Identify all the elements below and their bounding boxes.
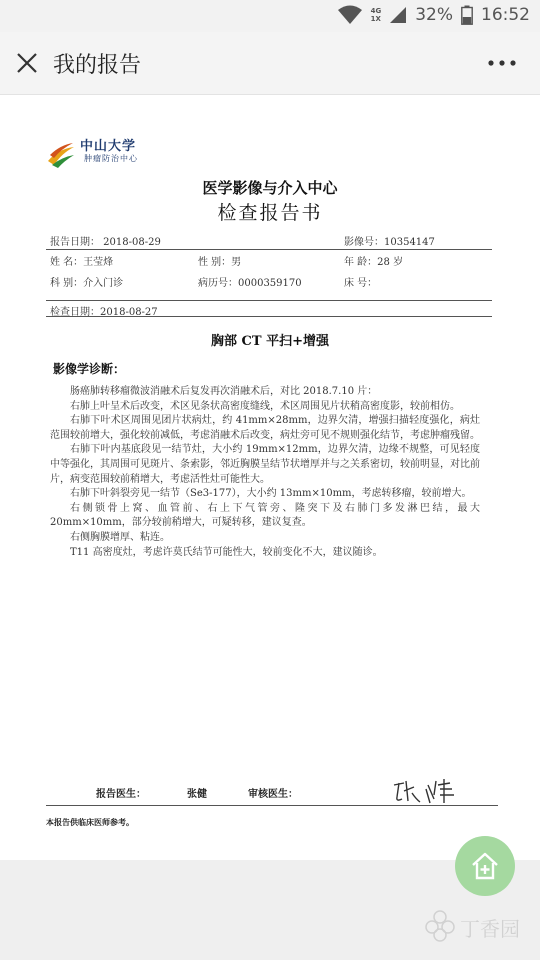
divider	[46, 249, 492, 250]
divider	[46, 300, 492, 301]
close-icon[interactable]	[12, 48, 42, 78]
wifi-icon	[337, 5, 363, 25]
signal-icon	[389, 6, 407, 24]
page-title: 我的报告	[53, 53, 142, 78]
signature	[390, 775, 460, 807]
logo-center: 肿瘤防治中心	[84, 154, 138, 163]
finding-paragraph: 右肺下叶斜裂旁见一结节（Se3-177），大小约 13mm×10mm，考虑转移瘤，较前增大。	[70, 488, 472, 500]
image-number: 影像号：10354147	[344, 237, 435, 248]
flower-icon	[420, 905, 460, 945]
watermark	[420, 905, 530, 950]
divider	[46, 805, 498, 806]
finding-paragraph: 肠癌肺转移瘤微波消融术后复发再次消融术后，对比 2018.7.10 片：	[70, 386, 378, 397]
patient-age: 年 龄：28 岁	[344, 257, 404, 268]
finding-paragraph: 右侧锁骨上窝、血管前、右上下气管旁、隆突下及右肺门多发淋巴结，最大 20mm×10mm，部分较前稍增大，可疑转移，建议复查。	[50, 502, 480, 529]
more-icon[interactable]	[486, 50, 518, 76]
patient-gender: 性 别：男	[198, 257, 242, 268]
hospital-logo	[46, 135, 156, 171]
status-bar	[0, 0, 540, 32]
clock: 16:52	[481, 5, 530, 25]
battery-icon	[461, 5, 473, 25]
patient-name: 姓 名：王莹烽	[50, 257, 114, 268]
battery-percent: 32%	[415, 5, 453, 25]
finding-paragraph: 右侧胸膜增厚、粘连。	[70, 531, 170, 543]
exam-date: 检查日期：2018-08-27	[50, 307, 158, 318]
finding-paragraph: 右肺上叶呈术后改变，术区见条状高密度缝线，术区周围见片状稍高密度影，较前相仿。	[70, 400, 460, 412]
exam-title: 胸部 CT 平扫+增强	[211, 334, 329, 349]
report-document	[0, 95, 540, 860]
reporting-doctor: 张健	[187, 789, 207, 800]
record-number: 病历号：0000359170	[198, 278, 302, 289]
divider	[46, 316, 492, 317]
report-title: 检查报告书	[217, 202, 323, 224]
finding-paragraph: T11 高密度灶，考虑许莫氏结节可能性大，较前变化不大，建议随诊。	[70, 546, 383, 558]
reviewing-doctor-label: 审核医生：	[248, 789, 298, 800]
findings	[50, 385, 480, 560]
finding-paragraph: 右肺下叶术区周围见团片状病灶，约 41mm×28mm，边界欠清，增强扫描轻度强化，病灶范围较前增大，强化较前减低，考虑消融术后改变，病灶旁可见不规则强化结节，考虑肿瘤残留。	[50, 415, 480, 441]
department: 科 别：介入门诊	[50, 278, 124, 289]
logo-icon	[46, 139, 76, 169]
watermark-text: 丁香园	[460, 917, 520, 941]
logo-university: 中山大学	[80, 139, 137, 154]
reporting-doctor-label: 报告医生：	[96, 789, 146, 800]
home-plus-icon	[469, 850, 501, 882]
footnote: 本报告供临床医师参考。	[46, 817, 134, 827]
center-name: 医学影像与介入中心	[202, 179, 338, 197]
bed-number: 床 号：	[344, 278, 378, 289]
title-bar	[0, 32, 540, 95]
report-date: 报告日期： 2018-08-29	[50, 237, 161, 248]
home-button[interactable]	[455, 836, 515, 896]
network-type: 4G 1X	[370, 7, 382, 23]
finding-paragraph: 右肺下叶内基底段见一结节灶，大小约 19mm×12mm，边界欠清，边缘不规整，可见轻度中等强化，其周围可见斑片、条索影，邻近胸膜呈结节状增厚并与之关系密切，较前明显，对比前片，病变范围较前稍增大，考虑活性灶可能性大。	[50, 444, 480, 485]
diagnosis-label: 影像学诊断：	[53, 362, 126, 376]
